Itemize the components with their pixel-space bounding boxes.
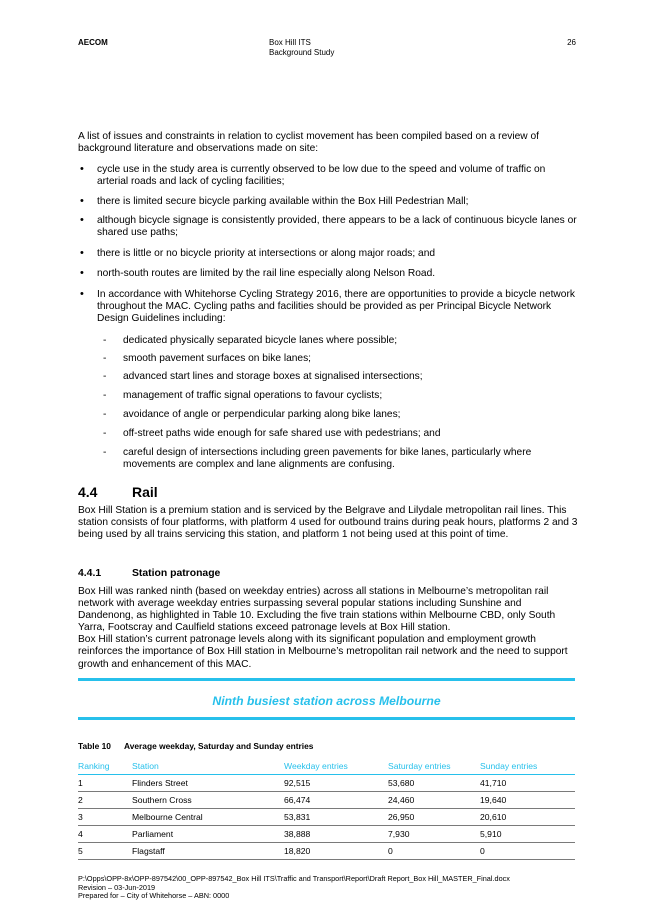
table-row xyxy=(78,775,575,792)
bullet-icon: • xyxy=(80,247,84,259)
cell-station: Parliament xyxy=(132,826,284,843)
cell-weekday: 53,831 xyxy=(284,809,388,826)
table-row xyxy=(78,826,575,843)
bullet-text: although bicycle signage is consistently provided, there appears to be a lack of continuous bicycle lanes or shared use paths; xyxy=(97,215,577,239)
bullet-text: In accordance with Whitehorse Cycling Strategy 2016, there are opportunities to provide a bicycle network throughout the MAC. Cycling paths and facilities should be provided as per Principal Bicycle Network Design Guidelines including: xyxy=(97,289,575,325)
sub-bullet-text: management of traffic signal operations to favour cyclists; xyxy=(123,390,383,401)
callout-top-rule xyxy=(78,678,575,681)
table-caption-number: Table 10 xyxy=(78,741,111,751)
cell-ranking: 2 xyxy=(78,792,132,809)
patronage-table xyxy=(78,758,575,860)
sub-bullet-text: off-street paths wide enough for safe shared use with pedestrians; and xyxy=(123,428,441,439)
header-ranking: Ranking xyxy=(78,758,132,775)
section-title: Rail xyxy=(132,484,158,500)
bullet-icon: • xyxy=(80,214,84,226)
cell-station: Melbourne Central xyxy=(132,809,284,826)
section-number: 4.4 xyxy=(78,484,98,500)
table-row xyxy=(78,792,575,809)
callout-text: Ninth busiest station across Melbourne xyxy=(212,694,441,708)
table-row xyxy=(78,843,575,860)
cell-sunday: 19,640 xyxy=(480,792,575,809)
cell-sunday: 20,610 xyxy=(480,809,575,826)
dash-icon: - xyxy=(103,390,107,401)
dash-icon: - xyxy=(103,428,107,439)
footer-revision: Revision – 03-Jun-2019 xyxy=(78,882,156,892)
dash-icon: - xyxy=(103,335,107,346)
header-brand: AECOM xyxy=(78,38,108,47)
callout-bottom-rule xyxy=(78,717,575,720)
cell-saturday: 26,950 xyxy=(388,809,480,826)
bullet-text: north-south routes are limited by the rail line especially along Nelson Road. xyxy=(97,268,436,279)
table-caption-title: Average weekday, Saturday and Sunday entries xyxy=(124,741,314,751)
cell-sunday: 41,710 xyxy=(480,775,575,792)
cell-sunday: 0 xyxy=(480,843,575,860)
cell-weekday: 38,888 xyxy=(284,826,388,843)
header-sunday: Sunday entries xyxy=(480,758,575,775)
header-title-line1: Box Hill ITS xyxy=(269,38,311,47)
footer-prepared-for: Prepared for – City of Whitehorse – ABN: 0000 xyxy=(78,891,230,901)
cell-saturday: 0 xyxy=(388,843,480,860)
footer xyxy=(78,875,510,901)
patronage-text xyxy=(78,586,578,671)
bullet-text: there is limited secure bicycle parking available within the Box Hill Pedestrian Mall; xyxy=(97,196,469,207)
intro-paragraph: A list of issues and constraints in relation to cyclist movement has been compiled based on a review of background literature and observations made on site: xyxy=(78,131,539,155)
header-weekday: Weekday entries xyxy=(284,758,388,775)
footer-path: P:\Opps\OPP-8x\OPP-897542\00_OPP-897542_Box Hill ITS\Traffic and Transport\Report\Draft Report_Box Hill_MASTER_Final.docx xyxy=(78,874,510,883)
cell-station: Flagstaff xyxy=(132,843,284,860)
cell-sunday: 5,910 xyxy=(480,826,575,843)
dash-icon: - xyxy=(103,409,107,420)
cell-ranking: 5 xyxy=(78,843,132,860)
cell-saturday: 24,460 xyxy=(388,792,480,809)
cell-ranking: 3 xyxy=(78,809,132,826)
bullet-text: there is little or no bicycle priority at intersections or along major roads; and xyxy=(97,248,436,259)
cell-station: Southern Cross xyxy=(132,792,284,809)
cell-weekday: 92,515 xyxy=(284,775,388,792)
patronage-paragraph-2: Box Hill station’s current patronage levels along with its significant population and employment growth reinforces the importance of Box Hill station in Melbourne’s metropolitan rail network and the need to support growth and enhancement of this MAC. xyxy=(78,634,568,670)
header-station: Station xyxy=(132,758,284,775)
sub-bullet-text: dedicated physically separated bicycle lanes where possible; xyxy=(123,335,398,346)
sub-bullet-text: careful design of intersections including green pavements for bike lanes, particularly where movements are complex and lane alignments are confusing. xyxy=(123,447,532,471)
bullet-icon: • xyxy=(80,288,84,300)
cell-station: Flinders Street xyxy=(132,775,284,792)
sub-bullet-text: avoidance of angle or perpendicular parking along bike lanes; xyxy=(123,409,401,420)
subsection-number: 4.4.1 xyxy=(78,568,102,579)
patronage-paragraph-1: Box Hill was ranked ninth (based on weekday entries) across all stations in Melbourne’s metropolitan rail network with average weekday entries surpassing several popular stations including Sunshine and Dandenong, as highlighted in Table 10. Excluding the five train stations within Melbourne CBD, only South Yarra, Footscray and Caulfield stations exceed patronage levels at Box Hill station. xyxy=(78,586,556,634)
header-title-line2: Background Study xyxy=(269,48,335,57)
table-row xyxy=(78,809,575,826)
cell-weekday: 18,820 xyxy=(284,843,388,860)
rail-paragraph: Box Hill Station is a premium station and is serviced by the Belgrave and Lilydale metropolitan rail lines. This station consists of four platforms, with platform 4 used for outbound trains during peak hours, platforms 2 and 3 being used by all trains servicing this station, and platform 1 not being used at this point of time. xyxy=(78,505,578,541)
page-number: 26 xyxy=(567,38,576,47)
bullet-icon: • xyxy=(80,163,84,175)
dash-icon: - xyxy=(103,447,107,458)
cell-saturday: 53,680 xyxy=(388,775,480,792)
cell-saturday: 7,930 xyxy=(388,826,480,843)
subsection-title: Station patronage xyxy=(132,568,221,579)
header-saturday: Saturday entries xyxy=(388,758,480,775)
dash-icon: - xyxy=(103,371,107,382)
bullet-icon: • xyxy=(80,195,84,207)
sub-bullet-text: advanced start lines and storage boxes at signalised intersections; xyxy=(123,371,423,382)
bullet-icon: • xyxy=(80,267,84,279)
dash-icon: - xyxy=(103,353,107,364)
bullet-text: cycle use in the study area is currently observed to be low due to the speed and volume of traffic on arterial roads and lack of cycling facilities; xyxy=(97,164,546,188)
header-title xyxy=(269,38,334,58)
cell-ranking: 4 xyxy=(78,826,132,843)
cell-ranking: 1 xyxy=(78,775,132,792)
sub-bullet-text: smooth pavement surfaces on bike lanes; xyxy=(123,353,312,364)
table-header-row xyxy=(78,758,575,775)
cell-weekday: 66,474 xyxy=(284,792,388,809)
